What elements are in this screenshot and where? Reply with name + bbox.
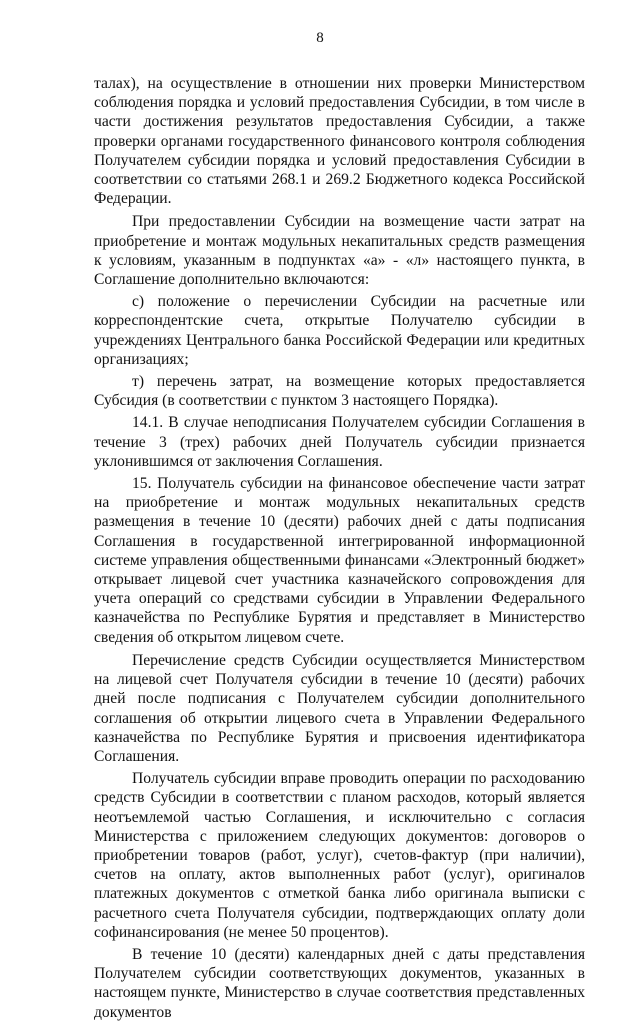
paragraph-15: 15. Получатель субсидии на финансовое обеспечение части затрат на приобретение и монтаж модульных некапитальных средств размещения в течение 10 (десяти) рабочих дней с даты подписания Соглашения в государственной интегрированной информационной системе управления общественными финансами «Электронный бюджет» открывает лицевой счет участника казначейского сопровождения для учета операций со средствами субсидии в Управлении Федерального казначейства по Республике Бурятия и представляет в Министерство сведения об открытом лицевом счете. [94,475,585,646]
paragraph-transfer: Перечисление средств Субсидии осуществляется Министерством на лицевой счет Получателя субсидии в течение 10 (десяти) рабочих дней после подписания с Получателем субсидии дополнительного соглашения об открытии лицевого счета в Управлении Федерального казначейства по Республике Бурятия и присвоения идентификатора Соглашения. [94,651,585,765]
paragraph-14-1: 14.1. В случае неподписания Получателем субсидии Соглашения в течение 3 (трех) рабочих дней Получатель субсидии признается уклонившимся от заключения Соглашения. [94,414,585,470]
paragraph-review-period: В течение 10 (десяти) календарных дней с даты представления Получателем субсидии соответствующих документов, указанных в настоящем пункте, Министерство в случае соответствия представленных документов [94,945,585,1021]
paragraph-item-t: т) перечень затрат, на возмещение которых предоставляется Субсидия (в соответствии с пунктом 3 настоящего Порядка). [94,373,585,410]
paragraph-continuation: талах), на осуществление в отношении них проверки Министерством соблюдения порядка и условий предоставления Субсидии, в том числе в части достижения результатов предоставления Субсидии, а также проверки органами государственного финансового контроля соблюдения Получателем субсидии порядка и условий предоставления Субсидии в соответствии со статьями 268.1 и 269.2 Бюджетного кодекса Российской Федерации. [94,75,585,208]
document-body [94,74,585,1025]
paragraph-subsidy-conditions: При предоставлении Субсидии на возмещение части затрат на приобретение и монтаж модульных некапитальных средств размещения к условиям, указанным в подпунктах «а» - «л» настоящего пункта, в Соглашение дополнительно включаются: [94,213,585,289]
page-number: 8 [316,30,324,46]
paragraph-operations: Получатель субсидии вправе проводить операции по расходованию средств Субсидии в соответствии с планом расходов, который является неотъемлемой частью Соглашения, и исключительно с согласия Министерства с приложением следующих документов: договоров о приобретении товаров (работ, услуг), счетов-фактур (при наличии), счетов на оплату, актов выполненных работ (услуг), оригиналов платежных документов с отметкой банка либо оригинала выписки с расчетного счета Получателя субсидии, подтверждающих оплату доли софинансирования (не менее 50 процентов). [94,770,585,941]
paragraph-item-s: с) положение о перечислении Субсидии на расчетные или корреспондентские счета, открытые Получателю субсидии в учреждениях Центрального банка Российской Федерации или кредитных организациях; [94,293,585,368]
